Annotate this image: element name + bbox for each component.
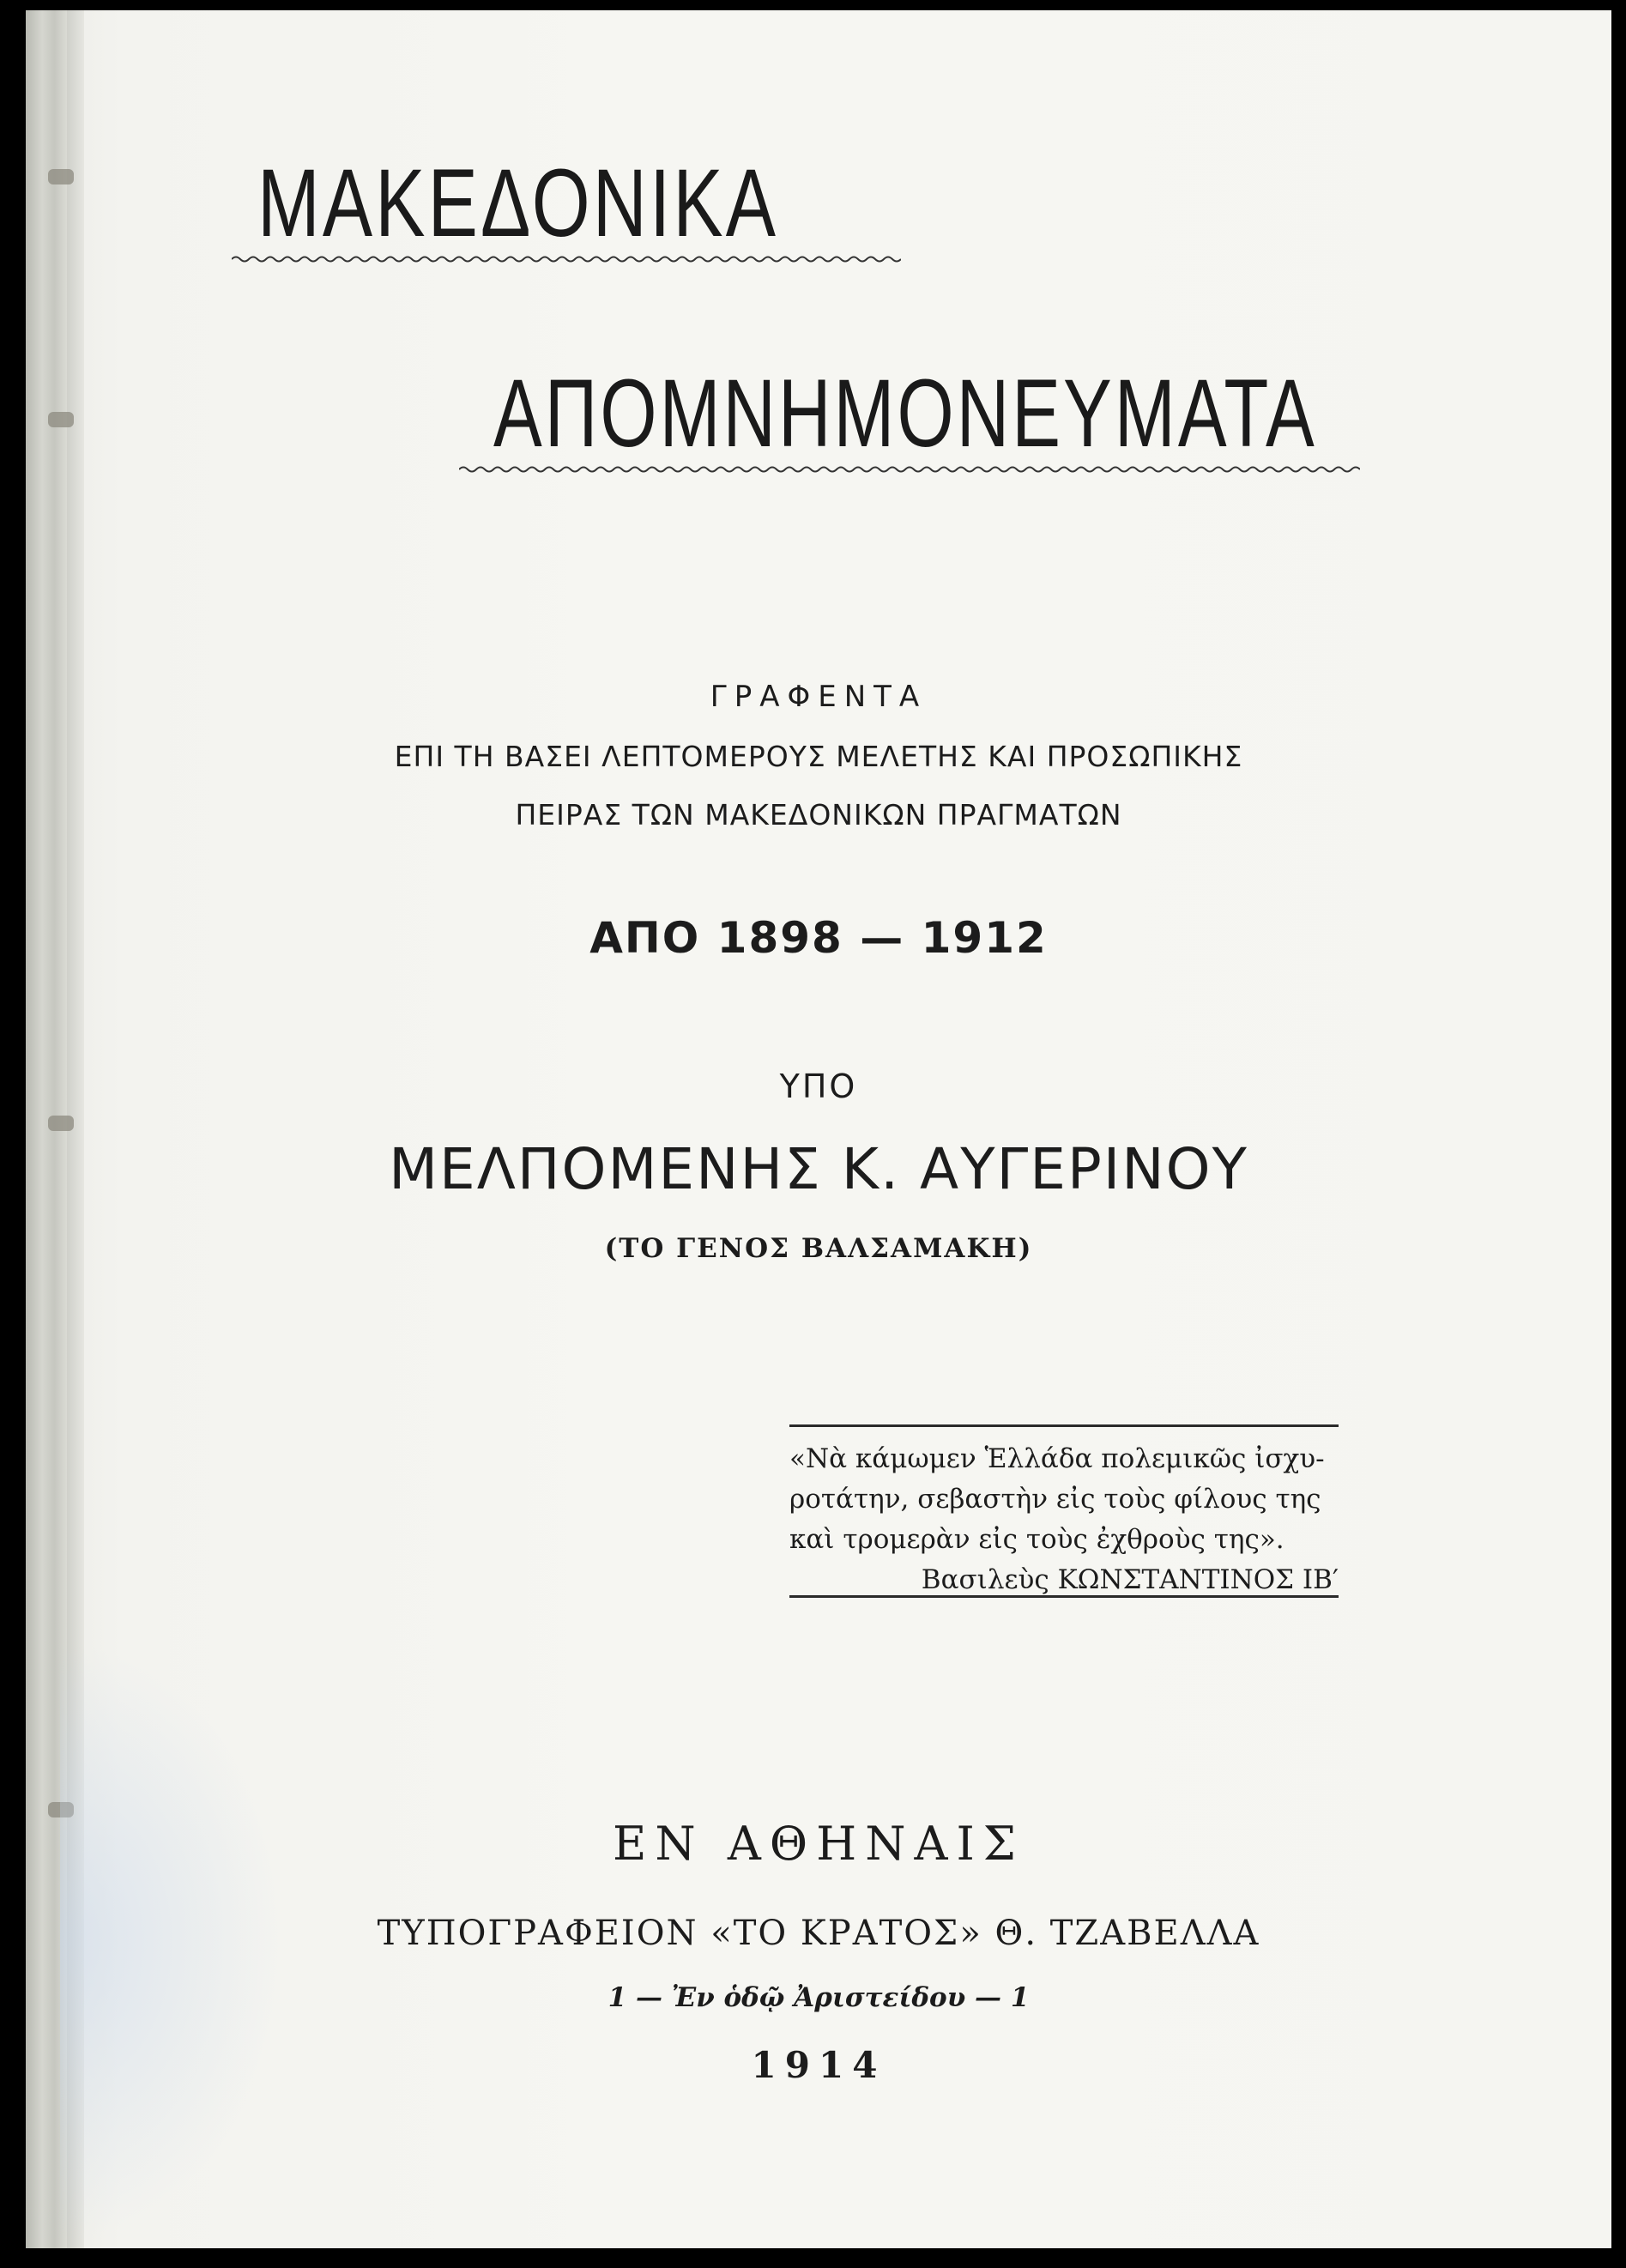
subtitle-line-3: ΠΕΙΡΑΣ ΤΩΝ ΜΑΚΕΔΟΝΙΚΩΝ ΠΡΑΓΜΑΤΩΝ bbox=[515, 798, 1122, 832]
title-line-2: ΑΠΟΜΝΗΜΟΝΕΥΜΑΤΑ bbox=[493, 360, 1317, 467]
epigraph-line: καὶ τρομερὰν εἰς τοὺς ἐχθροὺς της». bbox=[789, 1524, 1284, 1555]
binding-stitch bbox=[48, 412, 74, 427]
epigraph-rule-top bbox=[789, 1424, 1339, 1427]
title-line-1: ΜΑΚΕΔΟΝΙΚΑ bbox=[257, 149, 779, 257]
subtitle-line-2: ΕΠΙ ΤΗ ΒΑΣΕΙ ΛΕΠΤΟΜΕΡΟΥΣ ΜΕΛΕΤΗΣ ΚΑΙ ΠΡΟΣΩΠΙΚΗΣ bbox=[394, 740, 1243, 773]
epigraph-line: «Νὰ κάμωμεν Ἑλλάδα πολεμικῶς ἰσχυ- bbox=[789, 1443, 1325, 1474]
imprint-city: ΕΝ ΑΘΗΝΑΙΣ bbox=[613, 1817, 1025, 1871]
epigraph-line: ροτάτην, σεβαστὴν εἰς τοὺς φίλους της bbox=[789, 1484, 1321, 1515]
subtitle-line-1: ΓΡΑΦΕΝΤΑ bbox=[710, 680, 928, 714]
period-dates: ΑΠΟ 1898 — 1912 bbox=[589, 913, 1048, 963]
maiden-name: (ΤΟ ΓΕΝΟΣ ΒΑΛΣΑΜΑΚΗ) bbox=[604, 1233, 1033, 1264]
binding-stitch bbox=[48, 1116, 74, 1131]
epigraph bbox=[789, 1439, 1339, 1600]
imprint-printer: ΤΥΠΟΓΡΑΦΕΙΟΝ «ΤΟ ΚΡΑΤΟΣ» Θ. ΤΖΑΒΕΛΛΑ bbox=[377, 1914, 1260, 1953]
title-underline-2 bbox=[459, 463, 1360, 475]
binding-stitch bbox=[48, 169, 74, 184]
by-label: ΥΠΟ bbox=[779, 1067, 858, 1105]
imprint-address: 1 — Ἐν ὁδῷ Ἀριστείδου — 1 bbox=[607, 1982, 1030, 2013]
author-name: ΜΕΛΠΟΜΕΝΗΣ Κ. ΑΥΓΕΡΙΝΟΥ bbox=[389, 1136, 1248, 1202]
title-underline-1 bbox=[232, 253, 901, 265]
title-page bbox=[26, 10, 1611, 2248]
imprint-year: 1914 bbox=[751, 2044, 886, 2086]
epigraph-rule-bottom bbox=[789, 1595, 1339, 1598]
epigraph-attribution: Βασιλεὺς ΚΩΝΣΤΑΝΤΙΝΟΣ ΙΒ′ bbox=[921, 1564, 1339, 1595]
